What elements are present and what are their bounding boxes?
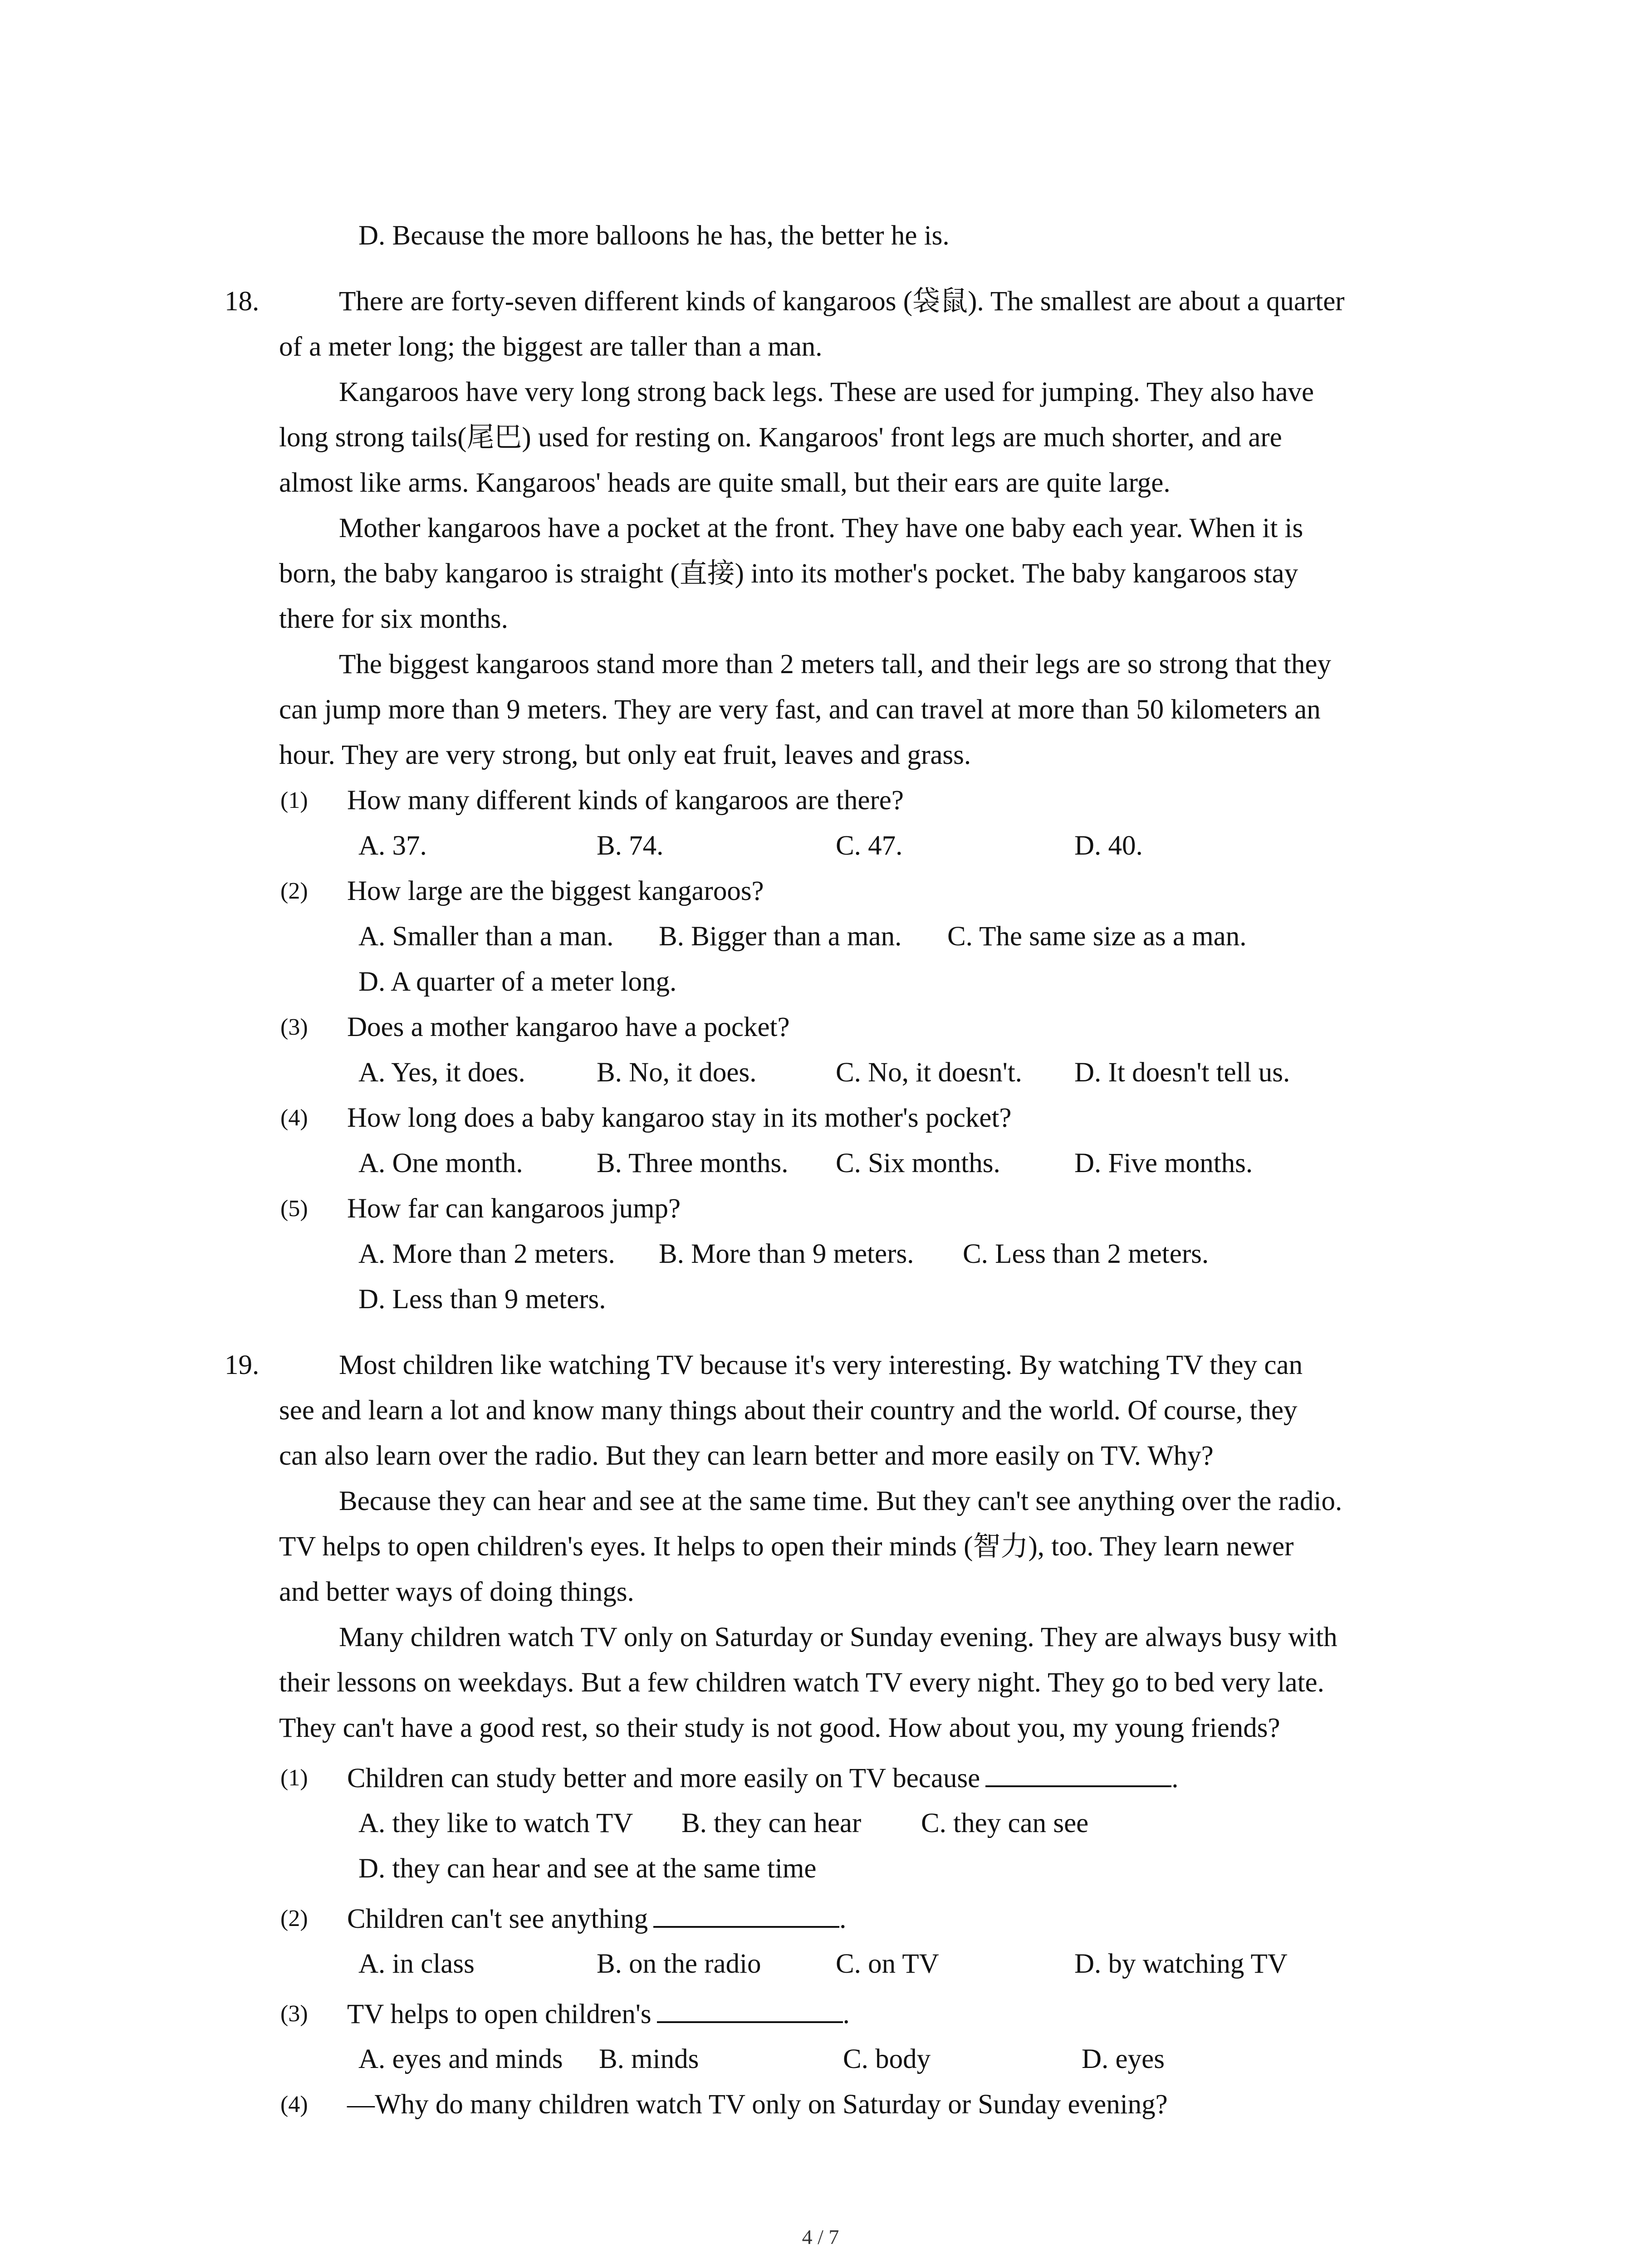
q18-passage-line: born, the baby kangaroo is straight (直接) into its mother's pocket. The baby kangaroos stay bbox=[279, 558, 1298, 589]
q18-passage-line: long strong tails(尾巴) used for resting on. Kangaroos' front legs are much shorter, and are bbox=[279, 422, 1282, 453]
q19-passage-line: Because they can hear and see at the same time. But they can't see anything over the radio. bbox=[339, 1486, 1342, 1516]
q19-passage-line: see and learn a lot and know many things about their country and the world. Of course, they bbox=[279, 1395, 1298, 1426]
q18-passage-line: of a meter long; the biggest are taller than a man. bbox=[279, 332, 823, 362]
q18-passage-line: Kangaroos have very long strong back legs. These are used for jumping. They also have bbox=[339, 377, 1314, 407]
q19-sub1-number: (1) bbox=[280, 1765, 308, 1791]
q18-sub3-option-b[interactable]: B. No, it does. bbox=[597, 1057, 757, 1088]
q19-sub2-question: Children can't see anything . bbox=[347, 1901, 846, 1937]
q19-sub3-option-a[interactable]: A. eyes and minds bbox=[358, 2044, 563, 2074]
q18-sub2-question: How large are the biggest kangaroos? bbox=[347, 876, 764, 906]
q18-sub3-option-a[interactable]: A. Yes, it does. bbox=[358, 1057, 525, 1088]
q18-number: 18. bbox=[225, 286, 260, 317]
q19-sub2-option-b[interactable]: B. on the radio bbox=[597, 1949, 761, 1979]
q19-sub4-number: (4) bbox=[280, 2092, 308, 2117]
q18-sub1-option-d[interactable]: D. 40. bbox=[1074, 831, 1143, 861]
q19-passage-line: Many children watch TV only on Saturday or Sunday evening. They are always busy with bbox=[339, 1622, 1337, 1652]
answer-blank[interactable] bbox=[985, 1760, 1171, 1787]
q19-sub4-question: —Why do many children watch TV only on Saturday or Sunday evening? bbox=[347, 2089, 1168, 2120]
q18-passage-line: hour. They are very strong, but only eat fruit, leaves and grass. bbox=[279, 740, 971, 770]
q19-sub1-option-d[interactable]: D. they can hear and see at the same time bbox=[358, 1853, 817, 1884]
q19-number: 19. bbox=[225, 1350, 260, 1380]
q19-passage-line: and better ways of doing things. bbox=[279, 1577, 634, 1607]
q19-passage-line: They can't have a good rest, so their study is not good. How about you, my young friends? bbox=[279, 1713, 1280, 1743]
q18-sub5-option-a[interactable]: A. More than 2 meters. bbox=[358, 1239, 615, 1269]
answer-blank[interactable] bbox=[657, 1996, 843, 2023]
q19-sub1-option-b[interactable]: B. they can hear bbox=[681, 1808, 862, 1838]
q18-sub5-option-b[interactable]: B. More than 9 meters. bbox=[659, 1239, 914, 1269]
q18-sub5-number: (5) bbox=[280, 1196, 308, 1222]
q18-sub2-option-a[interactable]: A. Smaller than a man. bbox=[358, 921, 614, 952]
q18-sub1-option-b[interactable]: B. 74. bbox=[597, 831, 664, 861]
q19-sub1-option-a[interactable]: A. they like to watch TV bbox=[358, 1808, 633, 1838]
q19-sub3-number: (3) bbox=[280, 2001, 308, 2027]
q19-sub2-option-c[interactable]: C. on TV bbox=[836, 1949, 939, 1979]
q18-passage-line: almost like arms. Kangaroos' heads are quite small, but their ears are quite large. bbox=[279, 468, 1171, 498]
q18-sub4-number: (4) bbox=[280, 1105, 308, 1131]
q18-passage-line: can jump more than 9 meters. They are very fast, and can travel at more than 50 kilometers an bbox=[279, 694, 1321, 725]
q18-passage-line: There are forty-seven different kinds of kangaroos (袋鼠). The smallest are about a quarter bbox=[339, 286, 1345, 317]
q18-sub5-option-c[interactable]: C. Less than 2 meters. bbox=[963, 1239, 1209, 1269]
q19-sub3-option-b[interactable]: B. minds bbox=[599, 2044, 699, 2074]
q18-sub1-number: (1) bbox=[280, 787, 308, 813]
q19-sub3-option-d[interactable]: D. eyes bbox=[1082, 2044, 1165, 2074]
q18-sub1-question: How many different kinds of kangaroos are there? bbox=[347, 785, 904, 816]
q19-sub2-number: (2) bbox=[280, 1906, 308, 1931]
page-number: 4 / 7 bbox=[802, 2225, 839, 2248]
q19-sub3-question: TV helps to open children's . bbox=[347, 1996, 850, 2033]
q18-sub3-question: Does a mother kangaroo have a pocket? bbox=[347, 1012, 790, 1042]
q18-passage-line: The biggest kangaroos stand more than 2 meters tall, and their legs are so strong that they bbox=[339, 649, 1331, 679]
q18-sub3-option-c[interactable]: C. No, it doesn't. bbox=[836, 1057, 1022, 1088]
q19-sub2-option-a[interactable]: A. in class bbox=[358, 1949, 475, 1979]
q18-sub4-option-b[interactable]: B. Three months. bbox=[597, 1148, 789, 1178]
q19-sub1-question: Children can study better and more easily on TV because . bbox=[347, 1760, 1179, 1797]
q18-sub4-question: How long does a baby kangaroo stay in its mother's pocket? bbox=[347, 1103, 1012, 1133]
q18-sub4-option-d[interactable]: D. Five months. bbox=[1074, 1148, 1253, 1178]
q19-passage-line: Most children like watching TV because it's very interesting. By watching TV they can bbox=[339, 1350, 1303, 1380]
q18-sub4-option-c[interactable]: C. Six months. bbox=[836, 1148, 1000, 1178]
q19-sub2-option-d[interactable]: D. by watching TV bbox=[1074, 1949, 1288, 1979]
q18-sub5-option-d[interactable]: D. Less than 9 meters. bbox=[358, 1284, 606, 1315]
q19-passage-line: TV helps to open children's eyes. It helps to open their minds (智力), too. They learn newer bbox=[279, 1531, 1294, 1562]
q18-passage-line: there for six months. bbox=[279, 604, 508, 634]
q18-sub5-question: How far can kangaroos jump? bbox=[347, 1193, 681, 1224]
q19-sub3-option-c[interactable]: C. body bbox=[843, 2044, 931, 2074]
q18-sub3-option-d[interactable]: D. It doesn't tell us. bbox=[1074, 1057, 1290, 1088]
q18-sub2-number: (2) bbox=[280, 878, 308, 904]
q19-passage-line: their lessons on weekdays. But a few children watch TV every night. They go to bed very late. bbox=[279, 1667, 1324, 1698]
q19-passage-line: can also learn over the radio. But they can learn better and more easily on TV. Why? bbox=[279, 1441, 1214, 1471]
q18-sub2-option-c[interactable]: C. The same size as a man. bbox=[947, 921, 1247, 952]
prev-option-d: D. Because the more balloons he has, the better he is. bbox=[358, 220, 950, 251]
q18-sub1-option-c[interactable]: C. 47. bbox=[836, 831, 903, 861]
q18-passage-line: Mother kangaroos have a pocket at the front. They have one baby each year. When it is bbox=[339, 513, 1303, 543]
q18-sub2-option-d[interactable]: D. A quarter of a meter long. bbox=[358, 967, 677, 997]
q18-sub4-option-a[interactable]: A. One month. bbox=[358, 1148, 523, 1178]
q18-sub1-option-a[interactable]: A. 37. bbox=[358, 831, 427, 861]
q19-sub1-option-c[interactable]: C. they can see bbox=[921, 1808, 1089, 1838]
q18-sub2-option-b[interactable]: B. Bigger than a man. bbox=[659, 921, 902, 952]
q18-sub3-number: (3) bbox=[280, 1014, 308, 1040]
answer-blank[interactable] bbox=[653, 1901, 839, 1928]
